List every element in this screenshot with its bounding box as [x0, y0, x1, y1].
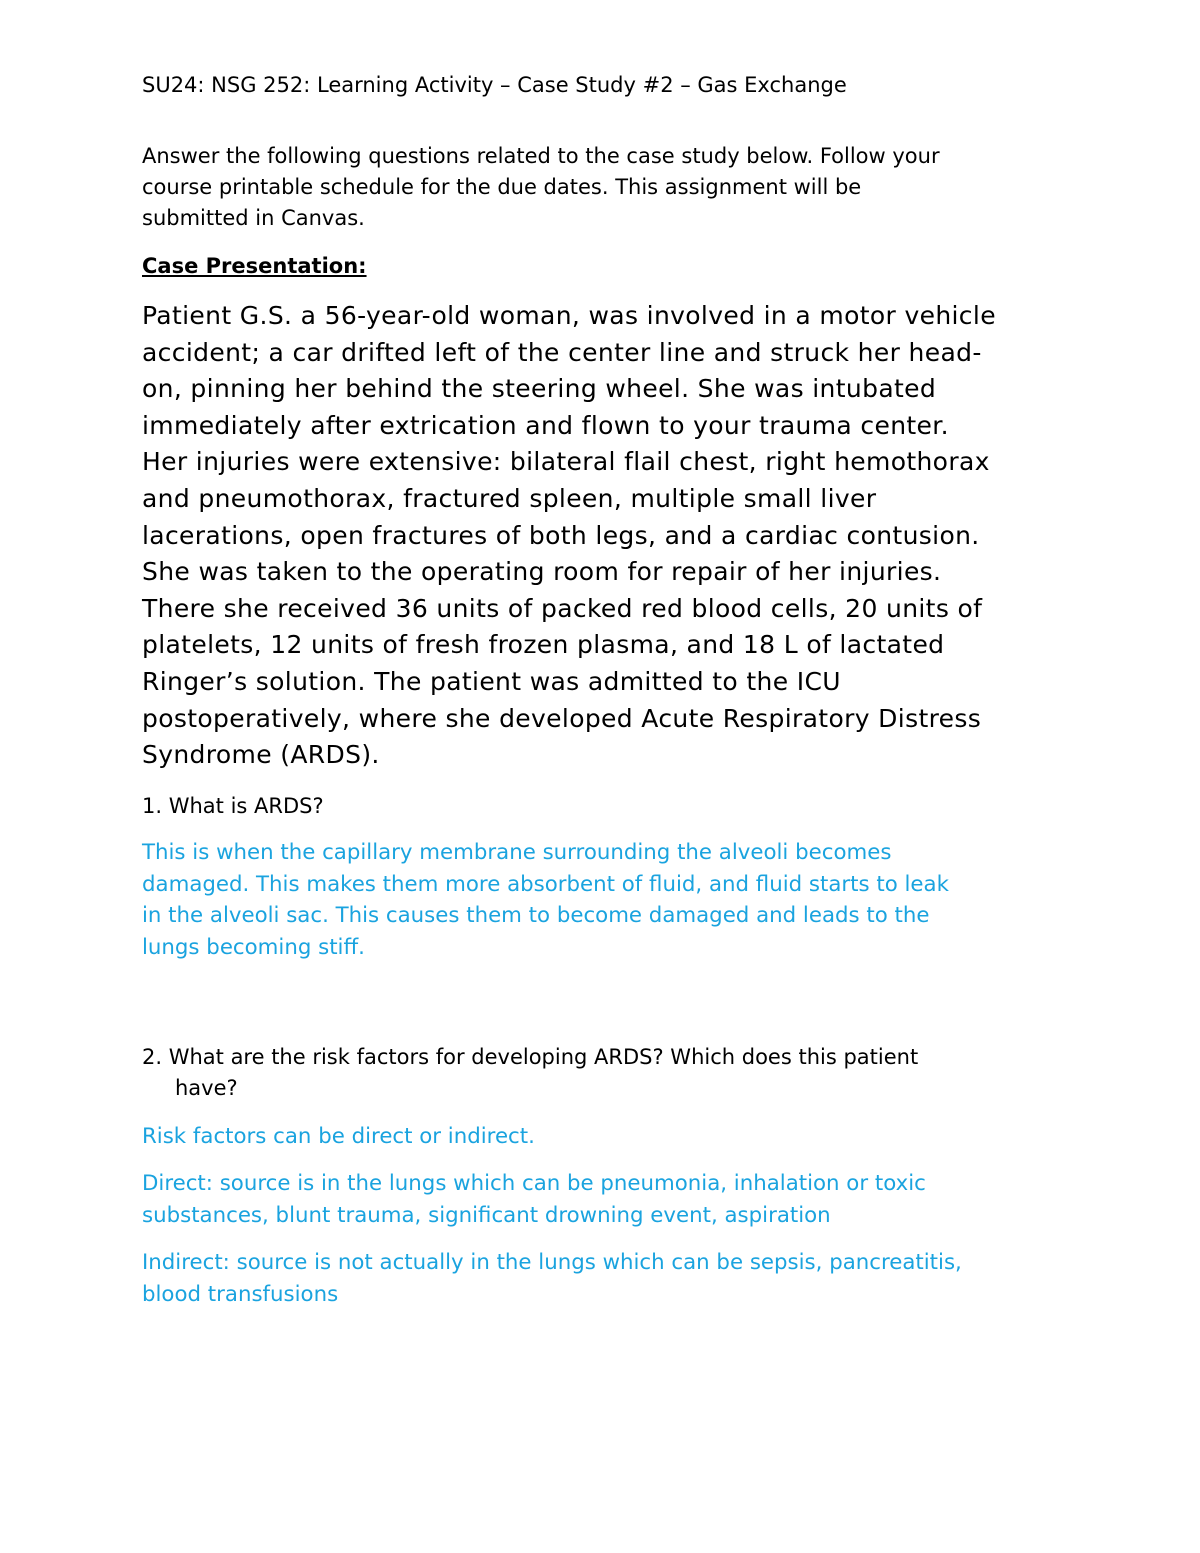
case-line: Her injuries were extensive: bilateral flail chest, right hemothorax: [142, 447, 990, 477]
answer-1-line: damaged. This makes them more absorbent of fluid, and fluid starts to leak: [142, 871, 949, 897]
answer-2-indirect-line: Indirect: source is not actually in the lungs which can be sepsis, pancreatitis,: [142, 1250, 962, 1275]
answer-1: [142, 837, 1062, 963]
instructions-line: submitted in Canvas.: [142, 206, 365, 230]
case-line: lacerations, open fractures of both legs, and a cardiac contusion.: [142, 520, 980, 550]
answer-2-indirect-line: blood transfusions: [142, 1281, 339, 1307]
document-title: SU24: NSG 252: Learning Activity – Case Study #2 – Gas Exchange: [142, 73, 847, 97]
case-line: and pneumothorax, fractured spleen, multiple small liver: [142, 483, 877, 513]
answer-2-direct-line: substances, blunt trauma, significant drowning event, aspiration: [142, 1202, 831, 1228]
case-line: immediately after extrication and flown to your trauma center.: [142, 410, 949, 440]
case-line: platelets, 12 units of fresh frozen plasma, and 18 L of lactated: [142, 630, 945, 660]
case-line: She was taken to the operating room for repair of her injuries.: [142, 557, 942, 587]
instructions-line: course printable schedule for the due dates. This assignment will be: [142, 175, 862, 199]
case-line: Ringer’s solution. The patient was admitted to the ICU: [142, 666, 841, 696]
question-1: 1. What is ARDS?: [142, 794, 324, 818]
case-presentation-heading: Case Presentation:: [142, 254, 367, 278]
case-line: Syndrome (ARDS).: [142, 740, 380, 770]
answer-2-intro: [142, 1121, 1062, 1153]
case-presentation-paragraph: [142, 298, 1062, 774]
question-2-line: 2. What are the risk factors for developing ARDS? Which does this patient: [142, 1045, 919, 1069]
case-line: postoperatively, where she developed Acute Respiratory Distress: [142, 703, 982, 733]
question-2-line: have?: [175, 1076, 238, 1100]
case-line: Patient G.S. a 56-year-old woman, was involved in a motor vehicle: [142, 301, 996, 330]
answer-2-indirect: [142, 1247, 1062, 1310]
case-line: There she received 36 units of packed red blood cells, 20 units of: [142, 593, 983, 623]
answer-2-direct: [142, 1168, 1062, 1231]
answer-1-line: lungs becoming stiff.: [142, 934, 365, 960]
instructions-paragraph: [142, 141, 1062, 234]
question-2: [142, 1042, 1062, 1104]
answer-2-direct-line: Direct: source is in the lungs which can be pneumonia, inhalation or toxic: [142, 1171, 926, 1196]
case-line: accident; a car drifted left of the center line and struck her head-: [142, 337, 982, 367]
answer-1-line: This is when the capillary membrane surrounding the alveoli becomes: [142, 840, 892, 865]
answer-1-line: in the alveoli sac. This causes them to become damaged and leads to the: [142, 903, 930, 928]
instructions-line: Answer the following questions related to the case study below. Follow your: [142, 144, 940, 168]
answer-2-intro-line: Risk factors can be direct or indirect.: [142, 1124, 535, 1149]
case-line: on, pinning her behind the steering wheel. She was intubated: [142, 374, 937, 404]
